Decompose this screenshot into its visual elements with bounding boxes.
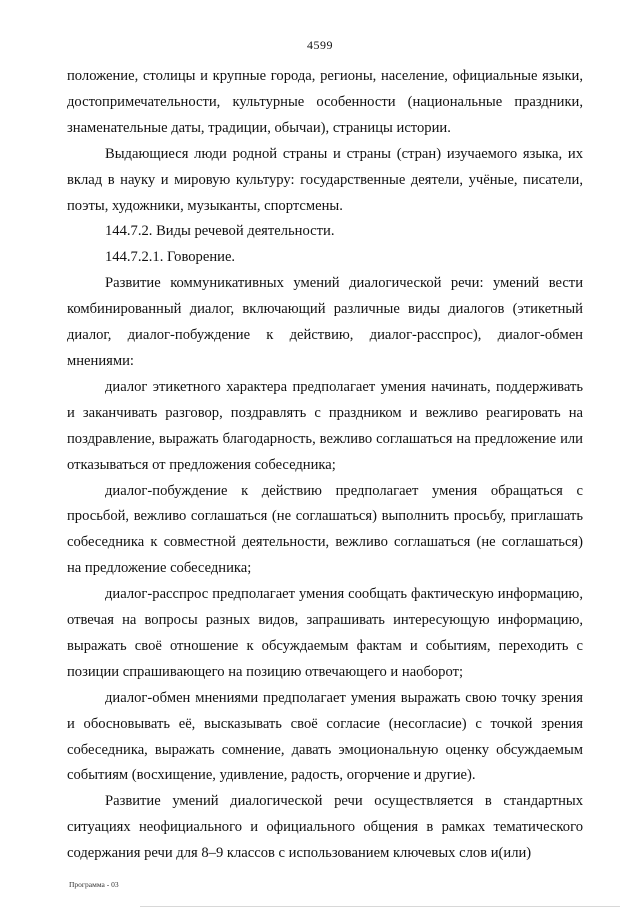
paragraph-dialogue-skills: Развитие коммуникативных умений диалогической речи: умений вести комбинированный диалог, включающий различные виды диалогов (этикетный диалог, диалог-побуждение к действию, диалог-расспрос), диалог-обмен мнениями: [67, 275, 583, 369]
paragraph-opinion-dialogue: диалог-обмен мнениями предполагает умения выражать свою точку зрения и обосновывать её, высказывать своё согласие (несогласие) с точкой зрения собеседника, выражать сомнение, давать эмоциональную оценку обсуждаемым событиям (восхищение, удивление, радость, огорчение и другие). [67, 689, 583, 784]
paragraph-country-facts: положение, столицы и крупные города, регионы, население, официальные языки, достопримечательности, культурные особенности (национальные праздники, знаменательные даты, традиции, обычаи), страницы истории. [67, 68, 583, 136]
paragraph-notable-people: Выдающиеся люди родной страны и страны (стран) изучаемого языка, их вклад в науку и мировую культуру: государственные деятели, учёные, писатели, поэты, художники, музыканты, спортсмены. [67, 145, 583, 214]
paragraph-dialogue-development: Развитие умений диалогической речи осуществляется в стандартных ситуациях неофициального и официального общения в рамках тематического содержания речи для 8–9 классов с использованием ключевых слов и(или) [67, 793, 583, 862]
paragraph-incentive-dialogue: диалог-побуждение к действию предполагает умения обращаться с просьбой, вежливо соглашаться (не соглашаться) выполнить просьбу, приглашать собеседника к совместной деятельности, вежливо соглашаться (не соглашаться) на предложение собеседника; [67, 482, 583, 577]
page-edge-divider [140, 906, 620, 907]
section-heading-speaking: 144.7.2.1. Говорение. [105, 249, 236, 266]
paragraph-etiquette-dialogue: диалог этикетного характера предполагает умения начинать, поддерживать и заканчивать разговор, поздравлять с праздником и вежливо реагировать на поздравление, выражать благодарность, вежливо соглашаться на предложение или отказываться от предложения собеседника; [67, 378, 583, 473]
document-body [67, 64, 583, 867]
footer-program-label: Программа - 03 [69, 880, 119, 889]
page-number: 4599 [307, 38, 333, 52]
paragraph-inquiry-dialogue: диалог-расспрос предполагает умения сообщать фактическую информацию, отвечая на вопросы разных видов, запрашивать интересующую информацию, выражать своё отношение к обсуждаемым фактам и событиям, переходить с позиции спрашивающего на позицию отвечающего и наоборот; [67, 586, 583, 680]
section-heading-speech-activity: 144.7.2. Виды речевой деятельности. [105, 223, 335, 240]
